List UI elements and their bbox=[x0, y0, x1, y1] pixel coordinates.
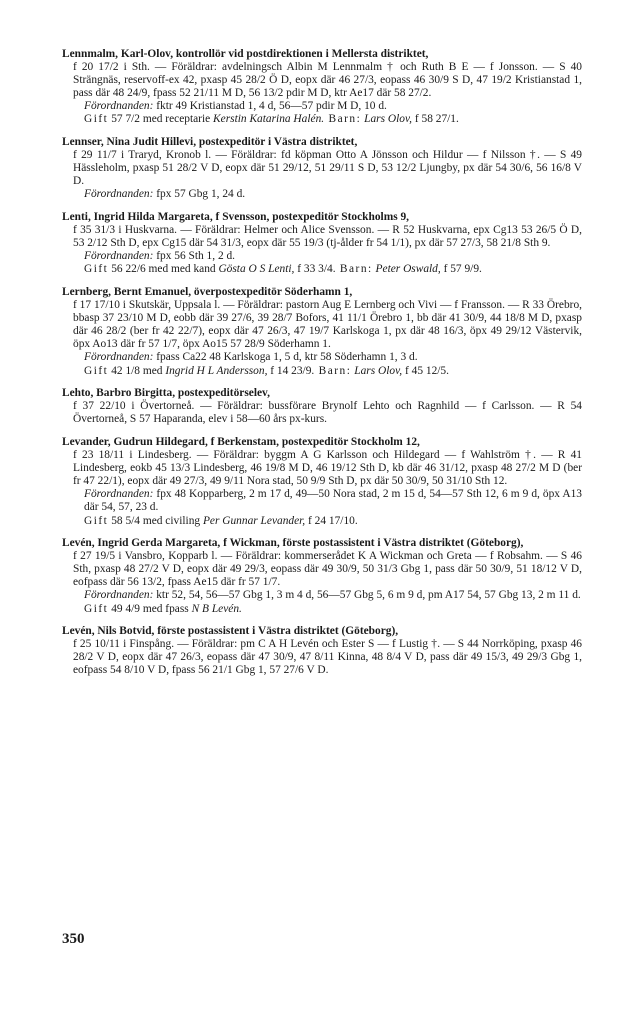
entry-heading: Lennser, Nina Judit Hillevi, postexpeditör i Västra distriktet, bbox=[62, 136, 358, 149]
children-names: Lars Olov, bbox=[361, 113, 413, 126]
entry-heading: Lenti, Ingrid Hilda Margareta, f Svensson, postexpeditör Stockholms 9, bbox=[62, 211, 410, 224]
appointments-text: fpass Ca22 48 Karlskoga 1, 5 d, ktr 58 Söderhamn 1, 3 d. bbox=[153, 351, 418, 364]
spouse-born: f 24 17/10. bbox=[305, 514, 358, 527]
entry-lenti bbox=[62, 211, 582, 276]
married-label: Gift bbox=[84, 602, 109, 615]
married-text: 42 1/8 med bbox=[108, 364, 166, 377]
appointments-label: Förordnanden: bbox=[84, 488, 154, 501]
appointments-text: fpx 48 Kopparberg, 2 m 17 d, 49—50 Nora stad, 2 m 15 d, 54—57 Sth 12, 6 m 9 d, öpx A13 där 54, 57, 23 d. bbox=[84, 488, 582, 514]
entry-appointments bbox=[62, 488, 582, 514]
entry-lehto bbox=[62, 387, 582, 426]
appointments-label: Förordnanden: bbox=[84, 351, 154, 364]
spouse-name: N B Levén. bbox=[191, 602, 242, 615]
married-label: Gift bbox=[84, 113, 109, 126]
entry-levander bbox=[62, 436, 582, 528]
appointments-text: ktr 52, 54, 56—57 Gbg 1, 3 m 4 d, 56—57 Gbg 5, 6 m 9 d, pm A17 54, 57 Gbg 13, 2 m 11 d. bbox=[153, 589, 581, 602]
entry-heading: Lehto, Barbro Birgitta, postexpeditörselev, bbox=[62, 387, 270, 400]
married-label: Gift bbox=[84, 263, 109, 276]
appointments-label: Förordnanden: bbox=[84, 100, 154, 113]
spouse-name: Per Gunnar Levander, bbox=[202, 514, 306, 527]
entry-lennmalm bbox=[62, 48, 582, 127]
children-label: Barn: bbox=[324, 113, 362, 126]
entry-heading: Lennmalm, Karl-Olov, kontrollör vid postdirektionen i Mellersta distriktet, bbox=[62, 48, 429, 60]
entry-appointments bbox=[62, 188, 582, 201]
entry-marriage bbox=[62, 113, 582, 126]
page-body bbox=[62, 48, 582, 687]
entry-lennser bbox=[62, 136, 582, 201]
spouse-name: Kerstin Katarina Halén. bbox=[213, 113, 325, 126]
married-text: 57 7/2 med receptarie bbox=[108, 113, 214, 126]
page-number: 350 bbox=[62, 931, 85, 947]
appointments-text: fpx 57 Gbg 1, 24 d. bbox=[153, 188, 246, 201]
children-born: f 45 12/5. bbox=[402, 364, 449, 377]
entry-marriage bbox=[62, 263, 582, 276]
entry-marriage bbox=[62, 365, 582, 378]
children-born: f 57 9/9. bbox=[440, 263, 482, 276]
children-label: Barn: bbox=[314, 364, 352, 377]
married-label: Gift bbox=[84, 514, 109, 527]
spouse-born: f 33 3/4. bbox=[294, 263, 336, 276]
entry-appointments bbox=[62, 250, 582, 263]
entry-appointments bbox=[62, 351, 582, 364]
spouse-name: Ingrid H L Andersson, bbox=[165, 364, 268, 377]
appointments-label: Förordnanden: bbox=[84, 589, 154, 602]
children-label: Barn: bbox=[335, 263, 373, 276]
children-born: f 58 27/1. bbox=[412, 113, 459, 126]
entry-body: f 25 10/11 i Finspång. — Föräldrar: pm C A H Levén och Ester S — f Lustig †. — S 44 Norrköping, pxasp 46 28/2 V D, eopx där 47 26/3, eopass där 47 30/9, 47 8/11 Kinna, 48 8/4 V D, pass där 49 15/3, 49 29/3 Gbg 1, eofpass 54 8/10 V D, fpass 56 21/1 Gbg 1, 57 27/6 V D. bbox=[73, 638, 582, 677]
entry-marriage bbox=[62, 603, 582, 616]
appointments-label: Förordnanden: bbox=[84, 250, 154, 263]
entry-heading: Levander, Gudrun Hildegard, f Berkenstam, postexpeditör Stockholm 12, bbox=[62, 435, 420, 448]
entry-body: f 23 18/11 i Lindesberg. — Föräldrar: byggm A G Karlsson och Hildegard — f Wahlström †. — R 41 Lindesberg, eokb 45 13/3 Lindesberg, 46 19/8 M D, 46 19/12 Sth D, kb där 46 31/12, pxasp 48 27/2 M D (ber fr 47 22/1), eopx där 49 27/3, 49 9/11 Nora stad, 50 9/9 Sth D, px där 50 30/9, 50 31/10 Sth 12. bbox=[73, 449, 582, 488]
entry-body: f 37 22/10 i Övertorneå. — Föräldrar: bussförare Brynolf Lehto och Ragnhild — f Carlsson. — R 54 Övertorneå, S 57 Haparanda, elev i 58—60 års px-kurs. bbox=[73, 400, 582, 426]
married-text: 49 4/9 med fpass bbox=[108, 602, 192, 615]
children-names: Peter Oswald, bbox=[372, 263, 441, 276]
entry-body: f 27 19/5 i Vansbro, Kopparb l. — Föräldrar: kommerserådet K A Wickman och Greta — f Robsahm. — S 46 Sth, pxasp 48 27/2 V D, eopx där 49 29/3, eopass där 49 30/9, 50 31/3 Gbg 1, pass där 50 30/9, 51 18/12 V D, eofpass där 56 13/2, fpass Ae15 där fr 57 1/7. bbox=[73, 550, 582, 589]
entry-heading: Levén, Ingrid Gerda Margareta, f Wickman, förste postassistent i Västra distriktet (Göteborg), bbox=[62, 537, 524, 550]
entry-marriage bbox=[62, 515, 582, 528]
entry-appointments bbox=[62, 589, 582, 602]
entry-lernberg bbox=[62, 286, 582, 378]
entry-heading: Levén, Nils Botvid, förste postassistent i Västra distriktet (Göteborg), bbox=[62, 625, 399, 638]
married-label: Gift bbox=[84, 364, 109, 377]
entry-body: f 20 17/2 i Sth. — Föräldrar: avdelningsch Albin M Lennmalm † och Ruth B E — f Jonsson. — S 40 Strängnäs, reservoff-ex 42, pxasp 45 28/2 Ö D, eopx där 46 27/3, eopass 46 30/9 S D, 47 19/2 Kristianstad 1, pass där 48 24/9, fpass 52 21/11 M D, 56 13/2 pdir M D, ktr Ae17 där 58 27/2. bbox=[73, 61, 582, 100]
spouse-name: Gösta O S Lenti, bbox=[218, 263, 295, 276]
appointments-text: fktr 49 Kristianstad 1, 4 d, 56—57 pdir M D, 10 d. bbox=[153, 100, 387, 113]
entry-leven-nils bbox=[62, 625, 582, 677]
children-names: Lars Olov, bbox=[351, 364, 403, 377]
married-text: 58 5/4 med civiling bbox=[108, 514, 203, 527]
entry-leven-ingrid bbox=[62, 537, 582, 616]
entry-body: f 29 11/7 i Traryd, Kronob l. — Föräldrar: fd köpman Otto A Jönsson och Hildur — f Nilsson †. — S 49 Hässleholm, pxasp 51 28/2 V D, eopx där 51 29/12, 51 29/11 S D, 53 12/2 Ljungby, px där 54 30/6, 56 16/8 V D. bbox=[73, 149, 582, 188]
entry-heading: Lernberg, Bernt Emanuel, överpostexpeditör Söderhamn 1, bbox=[62, 286, 353, 298]
spouse-born: f 14 23/9. bbox=[267, 364, 315, 377]
entry-body: f 17 17/10 i Skutskär, Uppsala l. — Föräldrar: pastorn Aug E Lernberg och Vivi — f Fransson. — R 33 Örebro, bbasp 37 23/10 M D, eobb där 39 27/6, 39 28/7 Bofors, 41 11/1 Örebro 1, bb där 41 30/9, 44 18/8 M D, pxasp där 46 28/2 (ber fr 42 22/7), eopx där 47 26/3, 47 19/7 Karlskoga 1, px där 48 16/3, öpx 49 29/12 Västervik, öpx Ao13 där fr 57 1/7, öpx Ao15 57 28/9 Söderhamn 1. bbox=[73, 299, 582, 351]
appointments-text: fpx 56 Sth 1, 2 d. bbox=[153, 250, 236, 263]
entry-appointments bbox=[62, 100, 582, 113]
entry-body: f 35 31/3 i Huskvarna. — Föräldrar: Helmer och Alice Svensson. — R 52 Huskvarna, epx Cg13 53 26/5 Ö D, 53 2/12 Sth D, epx Cg15 där 54 31/3, eopx där 55 19/3 (tj-ålder fr 54 1/1), px där 57 27/3, 58 21/8 Sth 9. bbox=[73, 224, 582, 250]
married-text: 56 22/6 med med kand bbox=[108, 263, 219, 276]
appointments-label: Förordnanden: bbox=[84, 188, 154, 201]
